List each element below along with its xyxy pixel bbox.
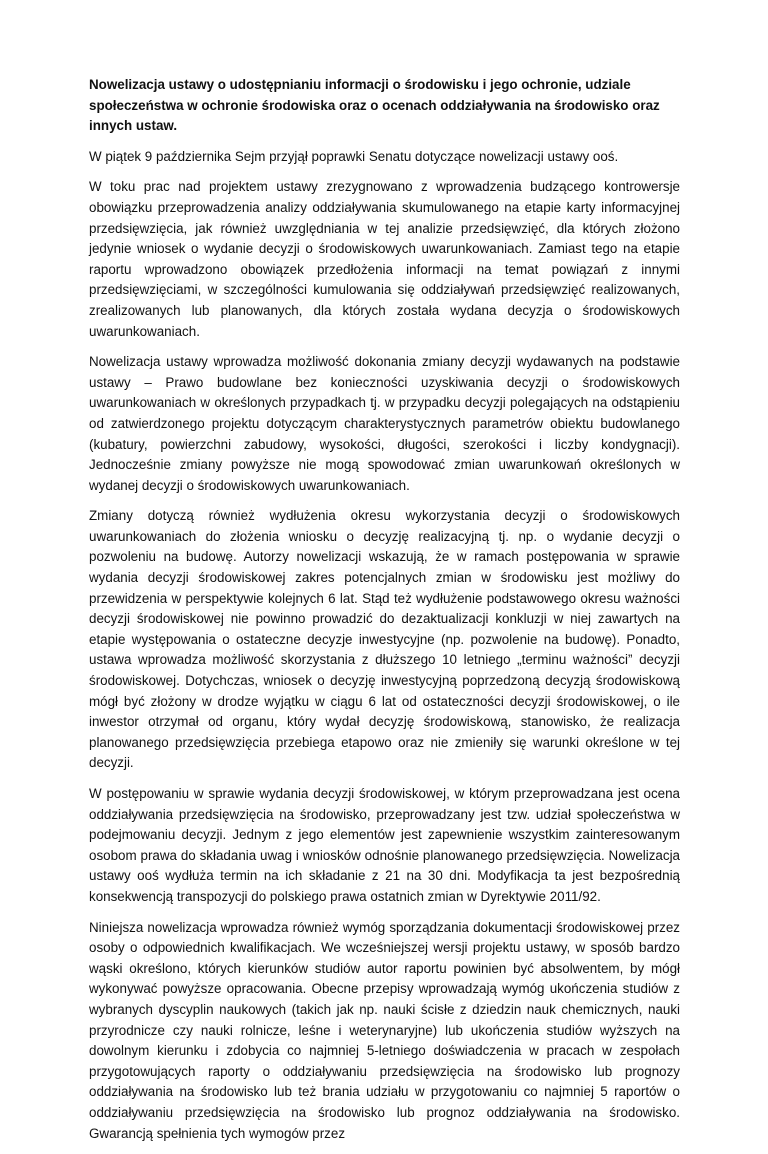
paragraph-3: Nowelizacja ustawy wprowadza możliwość dokonania zmiany decyzji wydawanych na podstawie ustawy – Prawo budowlane bez konieczności uzyskiwania decyzji o środowiskowych uwarunkowaniach w określonych przypadkach tj. w przypadku decyzji polegających na odstąpieniu od zatwierdzonego projektu dotyczącym charakterystycznych parametrów obiektu budowlanego (kubatury, powierzchni zabudowy, wysokości, długości, szerokości i liczby kondygnacji). Jednocześnie zmiany powyższe nie mogą spowodować zmian uwarunkowań określonych w wydanej decyzji o środowiskowych uwarunkowaniach. [89, 354, 680, 493]
document-page [89, 75, 680, 1154]
paragraph-2: W toku prac nad projektem ustawy zrezygnowano z wprowadzenia budzącego kontrowersje obowiązku przeprowadzenia analizy oddziaływania skumulowanego na etapie karty informacyjnej przedsięwzięcia, jak również uwzględniania w tej analizie przedsięwzięć, dla których złożono jedynie wniosek o wydanie decyzji o środowiskowych uwarunkowaniach. Zamiast tego na etapie raportu wprowadzono obowiązek przedłożenia informacji na temat powiązań z innymi przedsięwzięciami, w szczególności kumulowania się oddziaływań przedsięwzięć realizowanych, zrealizowanych lub planowanych, dla których została wydana decyzja o środowiskowych uwarunkowaniach. [89, 179, 680, 339]
paragraph-1: W piątek 9 października Sejm przyjął poprawki Senatu dotyczące nowelizacji ustawy ooś. [89, 148, 619, 164]
document-title: Nowelizacja ustawy o udostępnianiu informacji o środowisku i jego ochronie, udziale społeczeństwa w ochronie środowiska oraz o ocenach oddziaływania na środowisko oraz innych ustaw. [89, 77, 660, 134]
paragraph-4: Zmiany dotyczą również wydłużenia okresu wykorzystania decyzji o środowiskowych uwarunkowaniach do złożenia wniosku o decyzję realizacyjną tj. np. o wydanie decyzji o pozwoleniu na budowę. Autorzy nowelizacji wskazują, że w ramach postępowania w sprawie wydania decyzji środowiskowej zakres potencjalnych zmian w środowisku jest możliwy do przewidzenia w perspektywie kolejnych 6 lat. Stąd też wydłużenie podstawowego okresu ważności decyzji środowiskowej nie powinno prowadzić do dezaktualizacji konkluzji w niej zawartych na etapie występowania o ostateczne decyzje inwestycyjne (np. pozwolenie na budowę). Ponadto, ustawa wprowadza możliwość skorzystania z dłuższego 10 letniego „terminu ważności” decyzji środowiskowej. Dotychczas, wniosek o decyzję inwestycyjną poprzedzoną decyzją środowiskową mógł być złożony w drodze wyjątku w ciągu 6 lat od ostateczności decyzji środowiskowej, o ile inwestor otrzymał od organu, który wydał decyzję środowiskową, stanowisko, że realizacja planowanego przedsięwzięcia przebiega etapowo oraz nie zmieniły się warunki określone w tej decyzji. [89, 508, 680, 771]
paragraph-5: W postępowaniu w sprawie wydania decyzji środowiskowej, w którym przeprowadzana jest ocena oddziaływania przedsięwzięcia na środowisko, przeprowadzany jest tzw. udział społeczeństwa w podejmowaniu decyzji. Jednym z jego elementów jest zapewnienie wszystkim zainteresowanym osobom prawa do składania uwag i wniosków odnośnie planowanego przedsięwzięcia. Nowelizacja ustawy ooś wydłuża termin na ich składanie z 21 na 30 dni. Modyfikacja ta jest bezpośrednią konsekwencją transpozycji do polskiego prawa ostatnich zmian w Dyrektywie 2011/92. [89, 786, 680, 904]
paragraph-6: Niniejsza nowelizacja wprowadza również wymóg sporządzania dokumentacji środowiskowej przez osoby o odpowiednich kwalifikacjach. We wcześniejszej wersji projektu ustawy, w sposób bardzo wąski określono, których kierunków studiów autor raportu powinien być absolwentem, by mógł wykonywać powyższe opracowania. Obecne przepisy wprowadzają wymóg ukończenia studiów z wybranych dyscyplin naukowych (takich jak np. nauki ścisłe z dziedzin nauk chemicznych, nauki przyrodnicze czy nauki rolnicze, leśne i weterynaryjne) lub ukończenia studiów wyższych na dowolnym kierunku i zdobycia co najmniej 5-letniego doświadczenia w pracach w zespołach przygotowujących raporty o oddziaływaniu przedsięwzięcia na środowisko lub prognozy oddziaływania na środowisko lub też brania udziału w przygotowaniu co najmniej 5 raportów o oddziaływaniu przedsięwzięcia na środowisko lub prognoz oddziaływania na środowisko. Gwarancją spełnienia tych wymogów przez [89, 919, 680, 1141]
